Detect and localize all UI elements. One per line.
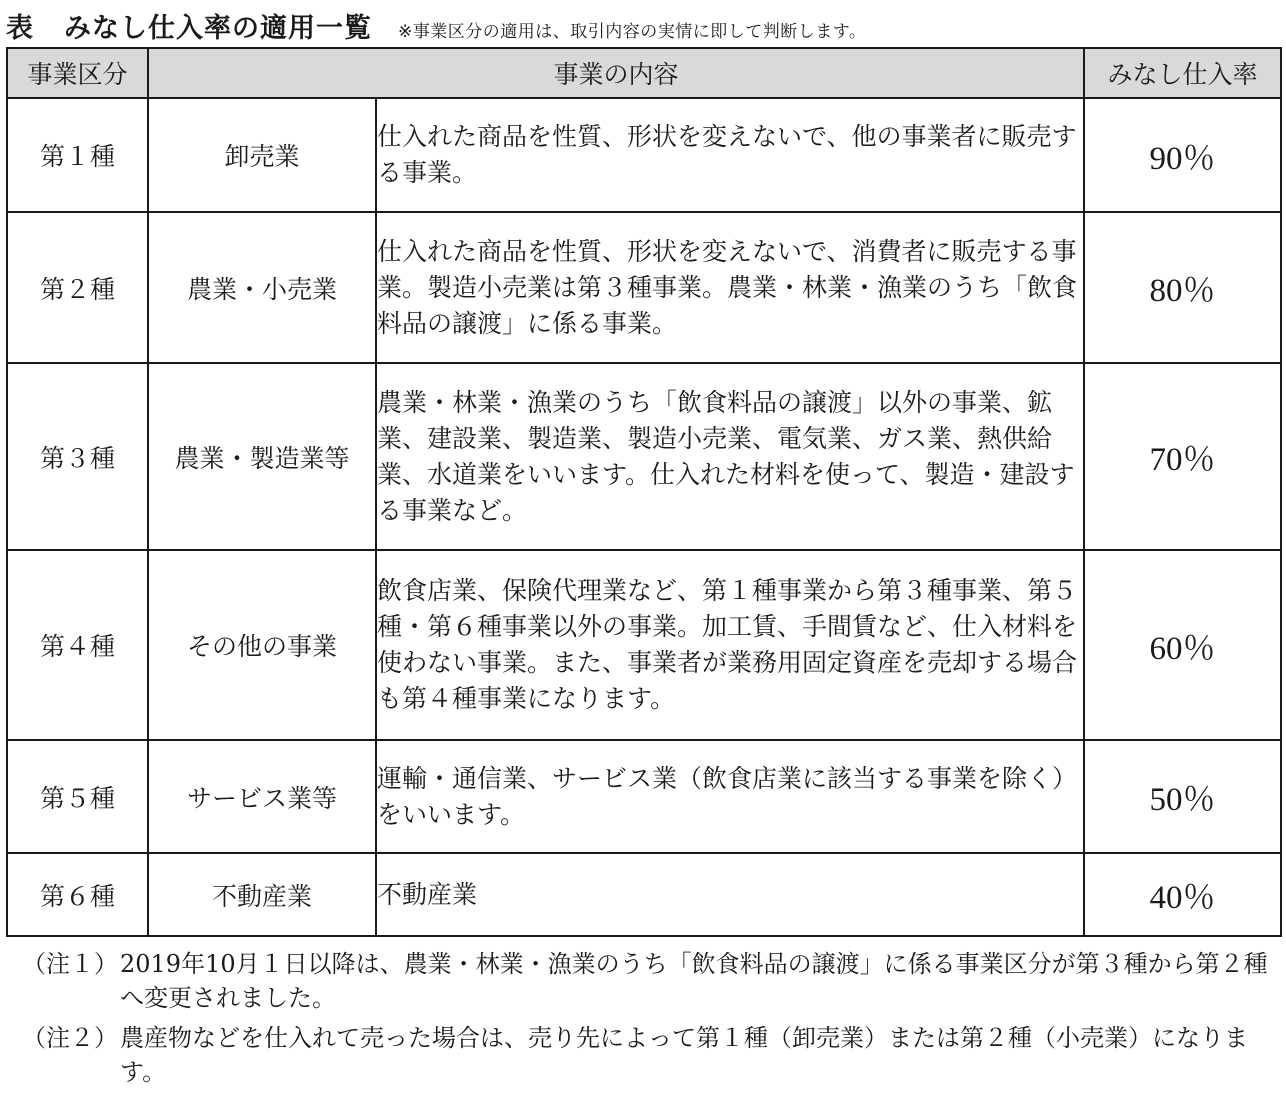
- row-kind: 第４種: [7, 550, 148, 740]
- row-description: 農業・林業・漁業のうち「飲食料品の譲渡」以外の事業、鉱業、建設業、製造業、製造小売業、電気業、ガス業、熱供給業、水道業をいいます。仕入れた材料を使って、製造・建設する事業など。: [376, 363, 1084, 550]
- row-rate: 70％: [1084, 363, 1281, 550]
- table-row: [7, 853, 1281, 936]
- deemed-purchase-rate-table: [6, 47, 1282, 937]
- table-row: [7, 98, 1281, 212]
- table-row: [7, 363, 1281, 550]
- header-rate: みなし仕入率: [1084, 48, 1281, 98]
- table-title: [6, 6, 372, 45]
- row-industry: 農業・小売業: [148, 212, 376, 363]
- row-industry: その他の事業: [148, 550, 376, 740]
- note-1: [22, 947, 1282, 1015]
- table-row: [7, 212, 1281, 363]
- row-rate: 60％: [1084, 550, 1281, 740]
- row-kind: 第３種: [7, 363, 148, 550]
- header-content: 事業の内容: [148, 48, 1084, 98]
- row-industry: 農業・製造業等: [148, 363, 376, 550]
- row-kind: 第２種: [7, 212, 148, 363]
- row-rate: 80％: [1084, 212, 1281, 363]
- row-kind: 第５種: [7, 740, 148, 853]
- row-kind: 第６種: [7, 853, 148, 936]
- note-text: 2019年10月１日以降は、農業・林業・漁業のうち「飲食料品の譲渡」に係る事業区分が第３種から第２種へ変更されました。: [120, 950, 1268, 1012]
- row-industry: サービス業等: [148, 740, 376, 853]
- header-row: [7, 48, 1281, 98]
- note-label: （注２）: [22, 1024, 118, 1052]
- row-industry: 不動産業: [148, 853, 376, 936]
- note-text: 農産物などを仕入れて売った場合は、売り先によって第１種（卸売業）または第２種（小売業）になります。: [120, 1024, 1248, 1086]
- row-industry: 卸売業: [148, 98, 376, 212]
- table-row: [7, 550, 1281, 740]
- row-description: 仕入れた商品を性質、形状を変えないで、他の事業者に販売する事業。: [376, 98, 1084, 212]
- table-title-text: みなし仕入率の適用一覧: [64, 13, 372, 44]
- title-note: ※事業区分の適用は、取引内容の実情に即して判断します。: [398, 22, 867, 42]
- header-category: 事業区分: [7, 48, 148, 98]
- note-label: （注１）: [22, 950, 118, 978]
- row-kind: 第１種: [7, 98, 148, 212]
- row-rate: 90％: [1084, 98, 1281, 212]
- table-title-label: 表: [6, 13, 34, 44]
- notes: [22, 947, 1282, 1095]
- row-description: 運輸・通信業、サービス業（飲食店業に該当する事業を除く）をいいます。: [376, 740, 1084, 853]
- table-row: [7, 740, 1281, 853]
- row-description: 不動産業: [376, 853, 1084, 936]
- title-row: [6, 6, 867, 44]
- row-description: 仕入れた商品を性質、形状を変えないで、消費者に販売する事業。製造小売業は第３種事業。農業・林業・漁業のうち「飲食料品の譲渡」に係る事業。: [376, 212, 1084, 363]
- note-2: [22, 1021, 1282, 1089]
- row-rate: 50％: [1084, 740, 1281, 853]
- row-description: 飲食店業、保険代理業など、第１種事業から第３種事業、第５種・第６種事業以外の事業。加工賃、手間賃など、仕入材料を使わない事業。また、事業者が業務用固定資産を売却する場合も第４種事業になります。: [376, 550, 1084, 740]
- row-rate: 40％: [1084, 853, 1281, 936]
